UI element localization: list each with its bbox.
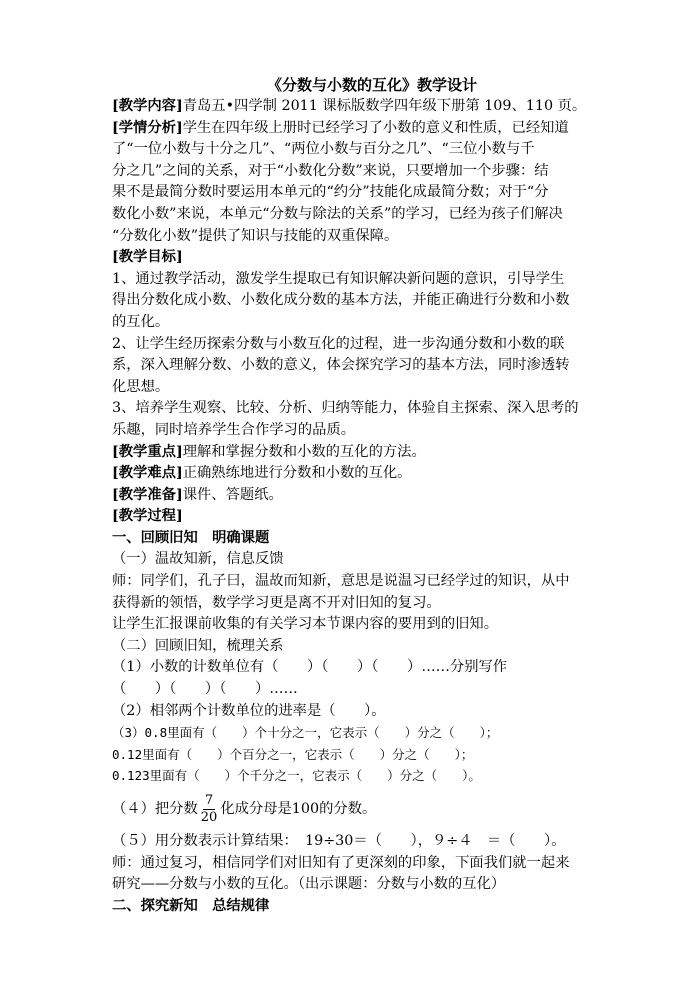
question-line: （ ）（ ）（ ）…… xyxy=(112,681,298,698)
difficulty-text: 正确熟练地进行分数和小数的互化。 xyxy=(182,465,412,482)
text-line: “分数化小数”提供了知识与技能的双重保障。 xyxy=(112,227,399,244)
question-suffix: 化成分母是100的分数。 xyxy=(220,801,377,817)
preparation-label: [教学准备] xyxy=(112,486,183,503)
teaching-content-label: [教学内容] xyxy=(112,98,183,114)
text-line: 让学生汇报课前收集的有关学习本节课内容的要用到的旧知。 xyxy=(112,616,499,633)
difficulty-label: [教学难点] xyxy=(112,465,183,482)
key-point-text: 理解和掌握分数和小数的互化的方法。 xyxy=(182,443,426,460)
goal-line: 化思想。 xyxy=(112,378,170,395)
goal-line: 2、让学生经历探索分数与小数互化的过程，进一步沟通分数和小数的联 xyxy=(112,335,565,352)
goal-line: 得出分数化成小数、小数化成分数的基本方法，并能正确进行分数和小数 xyxy=(112,292,570,309)
text-line: 分之几”之间的关系，对于“小数化分数”来说，只要增加一个步骤：结 xyxy=(112,162,549,179)
document-title: 《分数与小数的互化》教学设计 xyxy=(266,76,477,94)
teaching-process-label: [教学过程] xyxy=(112,508,183,525)
question-line: 0.123里面有（ ）个千分之一，它表示（ ）分之（ ）。 xyxy=(112,768,481,784)
document-page xyxy=(112,74,632,917)
text-line: 了“一位小数与十分之几”、“两位小数与百分之几”、“三位小数与千 xyxy=(112,141,535,158)
question-fraction-line xyxy=(112,787,632,831)
fraction-numerator: 7 xyxy=(204,792,214,808)
text-line: 果不是最简分数时要运用本单元的“约分”技能化成最简分数；对于“分 xyxy=(112,184,549,201)
text-line: 研究——分数与小数的互化。（出示课题：分数与小数的互化） xyxy=(112,876,506,893)
goal-line: 系，深入理解分数、小数的意义，体会探究学习的基本方法，同时渗透转 xyxy=(112,357,570,374)
question-prefix: （４）把分数 xyxy=(112,801,198,817)
text-line: 获得新的领悟，数学学习更是离不开对旧知的复习。 xyxy=(112,594,441,611)
text-line: 师：同学们，孔子曰，温故而知新，意思是说温习已经学过的知识，从中 xyxy=(112,573,570,590)
text-line: 师：通过复习，相信同学们对旧知有了更深刻的印象，下面我们就一起来 xyxy=(112,854,570,871)
teaching-goals-label: [教学目标] xyxy=(112,249,183,266)
question-line: （５）用分数表示计算结果： 19÷30＝（ ），９÷４ ＝（ ）。 xyxy=(112,833,566,849)
text-line: 学生在四年级上册时已经学习了小数的意义和性质，已经知道 xyxy=(182,119,569,136)
teaching-goals xyxy=(112,247,632,441)
teaching-content xyxy=(112,96,632,118)
question-line: （3）0.8里面有（ ）个十分之一，它表示（ ）分之（ ）； xyxy=(112,725,499,741)
preparation-text: 课件、答题纸。 xyxy=(182,486,283,503)
teaching-preparation xyxy=(112,485,632,507)
teaching-key-point xyxy=(112,442,632,464)
question-line: 0.12里面有（ ）个百分之一，它表示（ ）分之（ ）； xyxy=(112,746,474,762)
question-line: （2）相邻两个计数单位的进率是（ ）。 xyxy=(112,702,386,719)
teaching-difficulty xyxy=(112,463,632,485)
fraction xyxy=(201,793,218,826)
key-point-label: [教学重点] xyxy=(112,443,183,460)
subsection-heading: （二）回顾旧知，梳理关系 xyxy=(112,637,284,654)
section-heading: 二、探究新知 总结规律 xyxy=(112,897,270,914)
question-line: （1）小数的计数单位有（ ）（ ）（ ）……分别写作 xyxy=(112,659,508,676)
goal-line: 乐趣，同时培养学生合作学习的品质。 xyxy=(112,421,356,438)
student-analysis-label: [学情分析] xyxy=(112,119,183,136)
text-line: 数化小数”来说，本单元“分数与除法的关系”的学习，已经为孩子们解决 xyxy=(112,205,563,222)
goal-line: 的互化。 xyxy=(112,313,170,330)
fraction-denominator: 20 xyxy=(200,809,218,825)
goal-line: 1、通过教学活动，激发学生提取已有知识解决新问题的意识，引导学生 xyxy=(112,270,565,287)
section-heading: 一、回顾旧知 明确课题 xyxy=(112,529,270,546)
subsection-heading: （一）温故知新，信息反馈 xyxy=(112,551,284,568)
student-analysis xyxy=(112,118,632,248)
teaching-process xyxy=(112,506,632,917)
goal-line: 3、培养学生观察、比较、分析、归纳等能力，体验自主探索、深入思考的 xyxy=(112,400,579,417)
teaching-content-text: 青岛五•四学制 2011 课标版数学四年级下册第 109、110 页。 xyxy=(182,98,587,114)
